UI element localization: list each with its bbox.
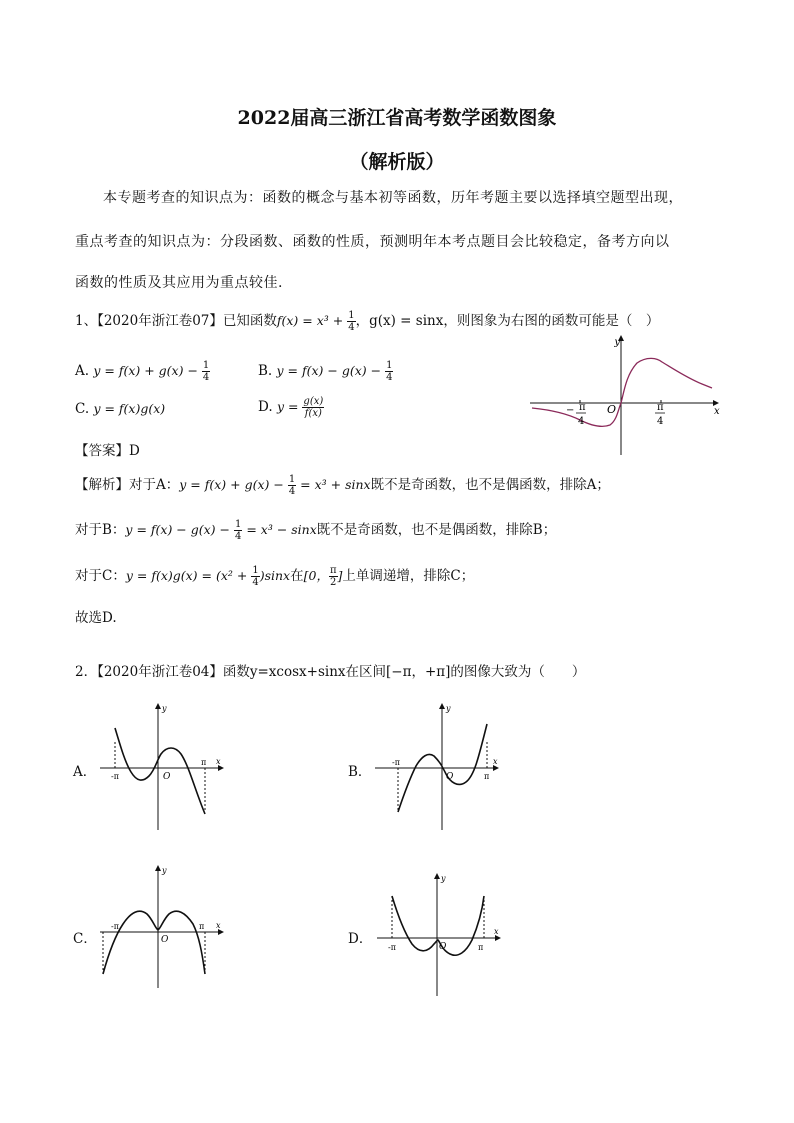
q1-f-def: f(x) = x³ + [276,313,348,328]
q1-answer: 【答案】D [75,443,140,459]
x-axis-label: x [493,757,498,766]
q2-option-d-label[interactable]: D． [348,931,373,947]
page-subtitle: （解析版） [349,151,445,173]
origin-label: O [163,772,171,782]
q2-stem: 2．【2020年浙江卷04】函数y=xcosx+sinx在区间[−π，+π]的图像大致为（ ） [75,664,586,680]
analysis-a-suffix: 既不是奇函数，也不是偶函数，排除A； [370,477,610,493]
x-axis-label: x [216,921,221,930]
option-d-expr: y = [276,399,303,414]
frac-den: 4 [234,531,242,542]
y-axis-label: y [441,874,446,883]
frac-num: 1 [234,519,242,530]
option-c-label: C. [75,401,90,417]
q1-option-c[interactable] [75,401,165,417]
analysis-b-prefix: 对于B： [75,522,126,538]
frac-den: f(x) [304,408,322,419]
origin-label: O [607,403,617,416]
frac-num: 1 [288,474,296,485]
intro-line-2: 重点考查的知识点为：分段函数、函数的性质，预测明年本考点题目会比较稳定，备考方向以 [75,234,670,250]
frac-num: 1 [252,565,259,576]
y-axis-label: y [614,337,620,348]
analysis-a-fraction [288,474,296,497]
pi-label: π [478,943,484,952]
x-axis-label: x [714,406,720,417]
left-tick-den: 4 [578,416,585,427]
origin-label: O [161,935,169,945]
analysis-c-fraction [251,565,259,588]
page-title: 2022届高三浙江省高考数学函数图象 [237,107,557,129]
y-axis-label: y [446,704,451,713]
analysis-c-suffix: 上单调递增，排除C； [342,568,475,584]
intro-line-1: 本专题考查的知识点为：函数的概念与基本初等函数，历年考题主要以选择填空题型出现， [103,190,683,206]
origin-label: O [446,772,454,782]
q1-analysis-a [75,473,610,497]
frac-den: 4 [288,486,296,497]
frac-den: 4 [386,372,393,383]
q2-graph-a[interactable] [95,700,235,835]
x-axis-label: x [494,927,499,936]
analysis-a-expr: y = f(x) + g(x) − [179,477,288,492]
curve-c [103,911,205,974]
analysis-a-expr2: = x³ + sinx [296,477,371,492]
analysis-c-expr3: )sinx [259,568,291,583]
analysis-b-expr2: = x³ − sinx [242,522,317,537]
option-d-fraction [302,396,324,419]
left-tick-minus: − [566,405,575,416]
curve-a [115,728,205,814]
option-b-label: B. [258,363,273,379]
analysis-c-pi-fraction [329,565,338,588]
analysis-a-prefix: 【解析】对于A： [75,477,180,493]
q1-function-graph [522,330,722,460]
right-tick-pi: π [657,402,664,413]
frac-den: 4 [202,372,210,383]
x-axis-label: x [216,757,221,766]
neg-pi-label: -π [111,922,119,931]
q2-graph-d[interactable] [372,870,512,1000]
q1-f-fraction [347,310,355,333]
option-b-fraction [385,360,393,383]
origin-label: O [439,942,447,952]
neg-pi-label: -π [111,772,119,781]
option-a-expr: y = f(x) + g(x) − [93,363,202,378]
pi-label: π [484,772,490,781]
frac-num: 1 [202,360,210,371]
analysis-c-interval-right: ] [337,568,343,583]
q1-option-b[interactable] [258,360,393,383]
analysis-c-interval-left: [0， [303,568,329,583]
pi-label: π [201,758,207,767]
frac-num: π [329,565,337,576]
q2-option-a-label[interactable]: A． [73,764,97,780]
q2-graph-c[interactable] [95,862,235,992]
frac-num: 1 [348,310,355,321]
analysis-b-expr: y = f(x) − g(x) − [125,522,234,537]
q1-option-d[interactable] [258,396,324,419]
q1-analysis-c [75,564,474,588]
q1-conclusion: 故选D. [75,610,117,626]
frac-num: g(x) [303,396,324,407]
curve-d [392,896,484,955]
frac-den: 4 [252,577,259,588]
option-c-expr: y = f(x)g(x) [93,401,166,416]
neg-pi-label: -π [388,943,396,952]
left-tick-pi: π [579,402,586,413]
option-a-label: A. [75,363,90,379]
q1-prefix: 1、【2020年浙江卷07】已知函数 [75,313,277,329]
q1-g-def: ，g(x) = sinx，则图象为右图的函数可能是（ ） [355,313,660,329]
right-tick-den: 4 [657,416,664,427]
frac-den: 4 [348,322,355,333]
option-d-label: D. [258,399,273,415]
analysis-c-mid: 在 [290,568,304,584]
analysis-b-suffix: 既不是奇函数，也不是偶函数，排除B； [316,522,557,538]
analysis-c-expr: y = f(x)g(x) = [125,568,216,583]
analysis-c-prefix: 对于C： [75,568,126,584]
y-axis-label: y [162,866,167,875]
y-axis-label: y [162,704,167,713]
intro-line-3: 函数的性质及其应用为重点较佳. [75,275,283,291]
q2-option-b-label[interactable]: B． [348,764,372,780]
option-b-expr: y = f(x) − g(x) − [276,363,386,378]
q1-option-a[interactable] [75,360,210,383]
q1-curve [532,358,712,426]
q1-analysis-b [75,518,556,542]
frac-den: 2 [330,577,337,588]
q2-option-c-label[interactable]: C． [73,931,97,947]
neg-pi-label: -π [392,758,400,767]
option-a-fraction [202,360,210,383]
q2-graph-b[interactable] [370,700,510,835]
frac-num: 1 [386,360,393,371]
pi-label: π [199,922,205,931]
analysis-c-expr2: (x² + [215,568,252,583]
